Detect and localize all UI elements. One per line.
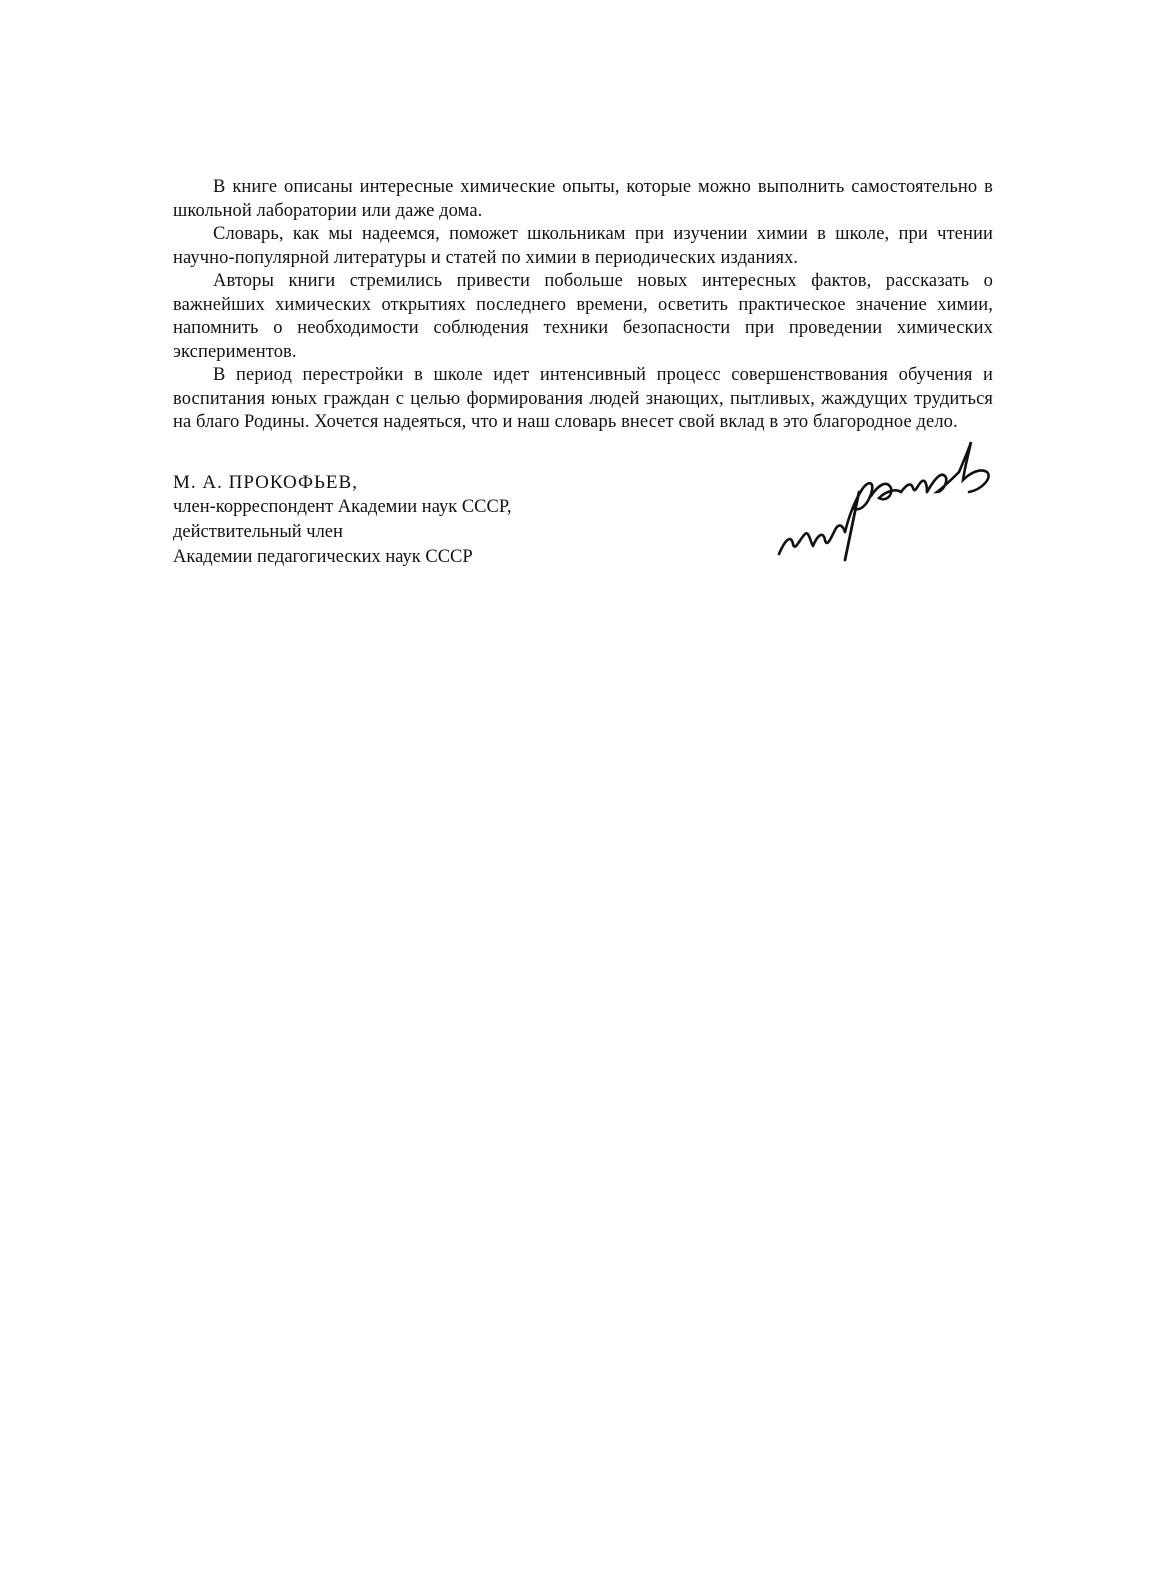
paragraph-4: В период перестройки в школе идет интенсивный процесс совершенствования обучения и воспитания юных граждан с целью формирования людей знающих, пытливых, жаждущих трудиться на благо Родины. Хочется надеяться, что и наш словарь внесет свой вклад в это благородное дело. (173, 365, 993, 432)
author-name: М. А. ПРОКОФЬЕВ, (173, 472, 358, 493)
paragraph-1: В книге описаны интересные химические опыты, которые можно выполнить самостоятельно в школьной лаборатории или даже дома. (173, 177, 993, 221)
handwritten-signature-icon (775, 436, 1005, 566)
author-title-3: Академии педагогических наук СССР (173, 547, 473, 567)
author-title-2: действительный член (173, 522, 343, 542)
paragraph-2: Словарь, как мы надеемся, поможет школьникам при изучении химии в школе, при чтении научно-популярной литературы и статей по химии в периодических изданиях. (173, 224, 993, 268)
foreword-text (173, 176, 993, 435)
author-title-1: член-корреспондент Академии наук СССР, (173, 497, 512, 517)
paragraph-3: Авторы книги стремились привести побольше новых интересных фактов, рассказать о важнейших химических открытиях последнего времени, осветить практическое значение химии, напомнить о необходимости соблюдения техники безопасности при проведении химических экспериментов. (173, 271, 993, 362)
signature-block (173, 470, 733, 570)
